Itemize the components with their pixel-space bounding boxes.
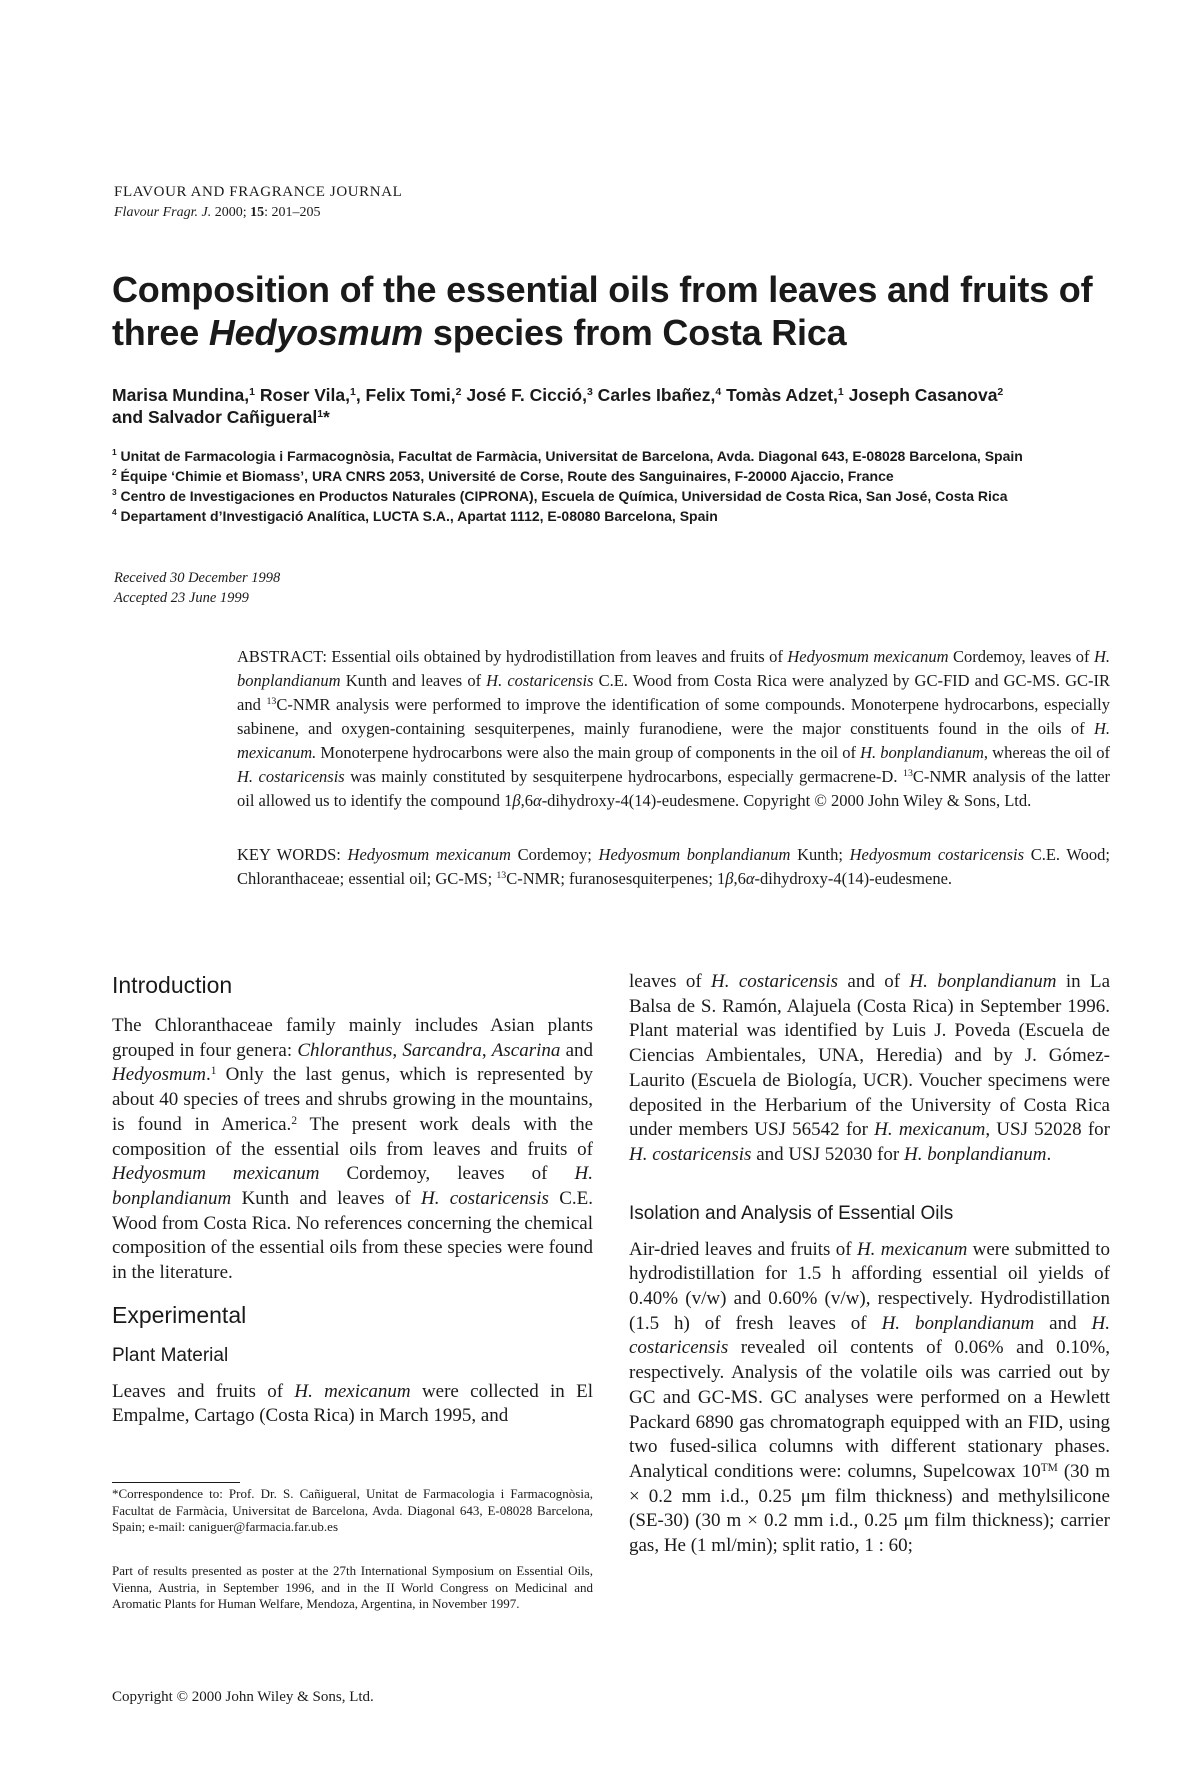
author: Marisa Mundina, — [112, 385, 250, 405]
author-affil-sup: 3 — [586, 386, 593, 398]
author-affil-sup: 1 — [317, 408, 324, 420]
citation-journal: Flavour Fragr. J. — [114, 205, 212, 220]
page-copyright: Copyright © 2000 John Wiley & Sons, Ltd. — [112, 1689, 374, 1705]
affiliation-list — [112, 446, 1112, 526]
author: Tomàs Adzet, — [721, 385, 838, 405]
title-text-end: species from Costa Rica — [423, 312, 847, 353]
author-affil-sup: 2 — [997, 386, 1004, 398]
affiliation-text: Équipe ‘Chimie et Biomass’, URA CNRS 2053, Université de Corse, Route des Sanguinaires, F-20000 Ajaccio, France — [116, 468, 894, 484]
subsection-heading-plant-material: Plant Material — [112, 1344, 229, 1366]
author-affil-sup: 1 — [349, 386, 356, 398]
citation-volume: 15 — [250, 205, 265, 220]
received-date: Received 30 December 1998 — [114, 570, 281, 586]
author: José F. Cicció, — [461, 385, 587, 405]
author-affil-sup: 2 — [455, 386, 462, 398]
right-column — [629, 970, 1110, 1559]
affiliation-text: Unitat de Farmacologia i Farmacognòsia, Facultat de Farmàcia, Universitat de Barcelona, Avda. Diagonal 643, E-08028 Barcelona, Spain — [116, 448, 1023, 464]
abstract: ABSTRACT: Essential oils obtained by hydrodistillation from leaves and fruits of Hedyosmum mexicanum Cordemoy, leaves of H. bonplandianum Kunth and leaves of H. costaricensis C.E. Wood from Costa Rica were analyzed by GC-FID and GC-MS. GC-IR and $^{13}$C-NMR analysis were performed to improve the identification of some compounds. Monoterpene hydrocarbons, especially sabinene, and oxygen-containing sesquiterpenes, mainly furanodiene, were the major constituents found in the oils of H. mexicanum. Monoterpene hydrocarbons were also the main group of components in the oil of H. bonplandianum, whereas the oil of H. costaricensis was mainly constituted by sesquiterpene hydrocarbons, especially germacrene-D. $^{13}$C-NMR analysis of the latter oil allowed us to identify the compound 1β,6α-dihydroxy-4(14)-eudesmene. Copyright © 2000 John Wiley & Sons, Ltd. — [237, 647, 1111, 810]
citation-pages: : 201–205 — [264, 205, 321, 220]
author-list — [112, 384, 1112, 428]
plant-material-paragraph-start: Leaves and fruits of H. mexicanum were collected in El Empalme, Cartago (Costa Rica) in March 1995, and — [112, 1380, 593, 1427]
affiliation-number: 3 — [112, 487, 117, 497]
journal-citation — [114, 205, 321, 221]
footnote-rule — [112, 1482, 240, 1483]
article-title — [112, 268, 1112, 354]
introduction-paragraph: The Chloranthaceae family mainly includes Asian plants grouped in four genera: Chloranthus, Sarcandra, Ascarina and Hedyosmum.$^1$ Only the last genus, which is represented by about 40 species of trees and shrubs growing in the mountains, is found in America.$^2$ The present work deals with the composition of the essential oils from leaves and fruits of Hedyosmum mexicanum Cordemoy, leaves of H. bonplandianum Kunth and leaves of H. costaricensis C.E. Wood from Costa Rica. No references concerning the chemical composition of the essential oils from these species were found in the literature. — [112, 1015, 594, 1284]
article-dates — [114, 568, 280, 608]
affiliation — [112, 486, 1112, 506]
author-affil-sup: 1 — [837, 386, 844, 398]
title-text: Composition of the essential oils from leaves and fruits of three — [112, 269, 1093, 353]
correspondence-footnote: *Correspondence to: Prof. Dr. S. Cañigueral, Unitat de Farmacologia i Farmacognòsia, Facultat de Farmàcia, Universitat de Barcelona, Avda. Diagonal 643, E-08028 Barcelona, Spain; e-mail: caniguer@farmacia.far.ub.es — [112, 1486, 593, 1535]
keywords: KEY WORDS: Hedyosmum mexicanum Cordemoy; Hedyosmum bonplandianum Kunth; Hedyosmum costaricensis C.E. Wood; Chloranthaceae; essential oil; GC-MS; $^{13}$C-NMR; furanosesquiterpenes; 1β,6α-dihydroxy-4(14)-eudesmene. — [237, 845, 1111, 888]
left-column — [112, 970, 593, 1429]
author: Joseph Casanova — [843, 385, 998, 405]
journal-name: FLAVOUR AND FRAGRANCE JOURNAL — [114, 184, 403, 200]
affiliation — [112, 446, 1112, 466]
author: Carles Ibañez, — [592, 385, 716, 405]
affiliation-number: 2 — [112, 467, 117, 477]
affiliation — [112, 506, 1112, 526]
affiliation — [112, 466, 1112, 486]
corresponding-mark: * — [323, 407, 330, 427]
presentation-footnote: Part of results presented as poster at the 27th International Symposium on Essential Oils, Vienna, Austria, in September 1996, and in the II World Congress on Medicinal and Aromatic Plants for Human Welfare, Mendoza, Argentina, in November 1997. — [112, 1563, 593, 1612]
section-heading-introduction: Introduction — [112, 972, 233, 998]
author: Roser Vila, — [254, 385, 350, 405]
title-genus: Hedyosmum — [208, 312, 424, 353]
accepted-date: Accepted 23 June 1999 — [114, 590, 249, 606]
affiliation-text: Departament d’Investigació Analítica, LUCTA S.A., Apartat 1112, E-08080 Barcelona, Spain — [116, 508, 718, 524]
citation-year: 2000; — [214, 205, 247, 220]
isolation-paragraph: Air-dried leaves and fruits of H. mexicanum were submitted to hydrodistillation for 1.5 h affording essential oil yields of 0.40% (v/w) and 0.60% (v/w), respectively. Hydrodistillation (1.5 h) of fresh leaves of H. bonplandianum and H. costaricensis revealed oil contents of 0.06% and 0.10%, respectively. Analysis of the volatile oils was carried out by GC and GC-MS. GC analyses were performed on a Hewlett Packard 6890 gas chromatograph equipped with an FID, using two fused-silica columns with different stationary phases. Analytical conditions were: columns, Supelcowax 10™ (30 m × 0.2 mm i.d., 0.25 μm film thickness) and methylsilicone (SE-30) (30 m × 0.2 mm i.d., 0.25 μm film thickness); carrier gas, He (1 ml/min); split ratio, 1 : 60; — [629, 1238, 1111, 1557]
author: , Felix Tomi, — [355, 385, 456, 405]
affiliation-text: Centro de Investigaciones en Productos Naturales (CIPRONA), Escuela de Química, Universidad de Costa Rica, San José, Costa Rica — [116, 488, 1008, 504]
affiliation-number: 1 — [112, 447, 117, 457]
author-affil-sup: 1 — [249, 386, 255, 398]
plant-material-paragraph-cont: leaves of H. costaricensis and of H. bonplandianum in La Balsa de S. Ramón, Alajuela (Costa Rica) in September 1996. Plant material was identified by Luis J. Poveda (Escuela de Ciencias Ambientales, UNA, Heredia) and by J. Gómez-Laurito (Escuela de Biología, UCR). Voucher specimens were deposited in the Herbarium of the University of Costa Rica under members USJ 56542 for H. mexicanum, USJ 52028 for H. costaricensis and USJ 52030 for H. bonplandianum. — [629, 971, 1111, 1165]
subsection-heading-isolation: Isolation and Analysis of Essential Oils — [629, 1202, 954, 1224]
affiliation-number: 4 — [112, 507, 117, 517]
author-affil-sup: 4 — [715, 386, 722, 398]
author: and Salvador Cañigueral — [112, 407, 318, 427]
section-heading-experimental: Experimental — [112, 1301, 247, 1328]
